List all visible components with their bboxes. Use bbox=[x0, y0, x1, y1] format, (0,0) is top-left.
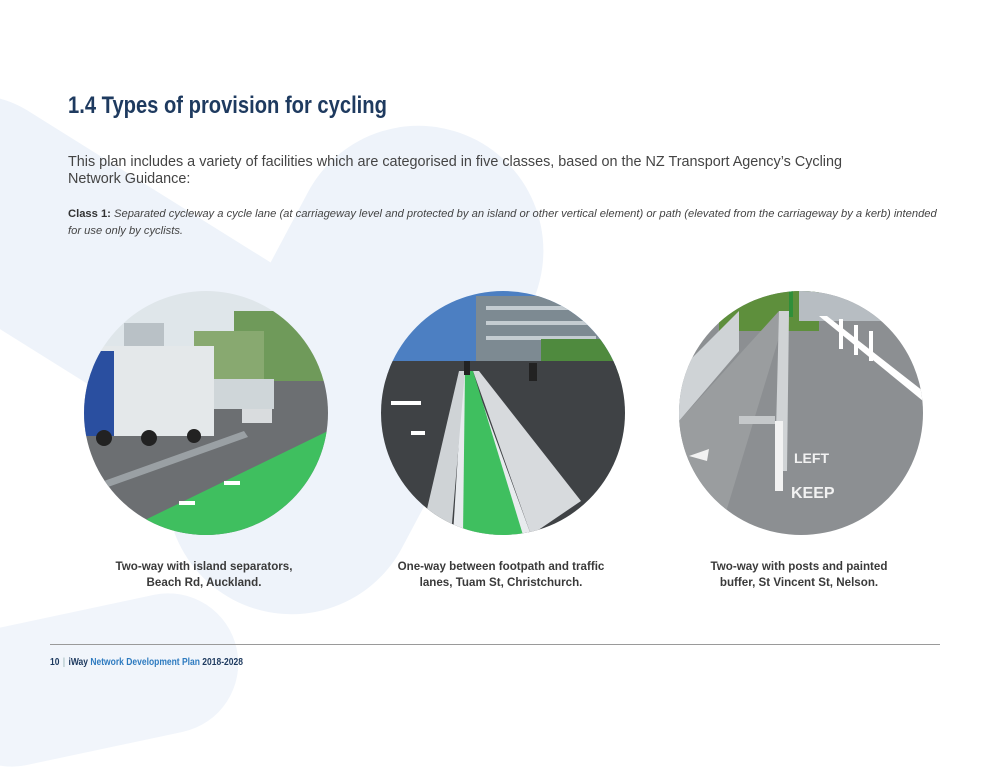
footer-plan-name: Network Development Plan bbox=[90, 657, 200, 668]
caption-line: One-way between footpath and traffic bbox=[397, 560, 605, 573]
section-title: 1.4 Types of provision for cycling bbox=[68, 92, 387, 119]
footer-plan-years: 2018-2028 bbox=[202, 657, 243, 668]
photo-beach-rd bbox=[84, 291, 328, 535]
photo-caption-st-vincent-st bbox=[669, 559, 929, 591]
photo-st-vincent-st bbox=[679, 291, 923, 535]
photo-tuam-st-illustration bbox=[381, 291, 625, 535]
caption-line: buffer, St Vincent St, Nelson. bbox=[719, 576, 879, 589]
page-number: 10 bbox=[50, 657, 60, 668]
road-marking-keep: KEEP bbox=[791, 485, 835, 502]
caption-line: Beach Rd, Auckland. bbox=[146, 576, 262, 589]
intro-paragraph: This plan includes a variety of facilities which are categorised in five classes, based on the NZ Transport Agency’s Cycling Network Guidance: bbox=[68, 154, 843, 187]
footer-brand: iWay bbox=[68, 657, 88, 668]
class-1-definition bbox=[68, 206, 948, 240]
road-marking-left: LEFT bbox=[794, 450, 829, 466]
caption-line: Two-way with island separators, bbox=[115, 560, 293, 573]
footer-separator: | bbox=[62, 657, 66, 668]
caption-line: lanes, Tuam St, Christchurch. bbox=[419, 576, 583, 589]
footer-divider bbox=[50, 644, 940, 645]
photo-caption-beach-rd bbox=[74, 559, 334, 591]
class-1-text: Separated cycleway a cycle lane (at carriageway level and protected by an island or other vertical element) or path (elevated from the carriageway by a kerb) intended for use only by cyclists. bbox=[68, 208, 937, 237]
caption-line: Two-way with posts and painted bbox=[710, 560, 888, 573]
photo-tuam-st bbox=[381, 291, 625, 535]
photo-st-vincent-st-illustration bbox=[679, 291, 923, 535]
background-shape bbox=[0, 580, 251, 779]
page-footer bbox=[50, 657, 243, 668]
photo-beach-rd-illustration bbox=[84, 291, 328, 535]
photo-caption-tuam-st bbox=[371, 559, 631, 591]
class-1-label: Class 1: bbox=[68, 208, 111, 220]
